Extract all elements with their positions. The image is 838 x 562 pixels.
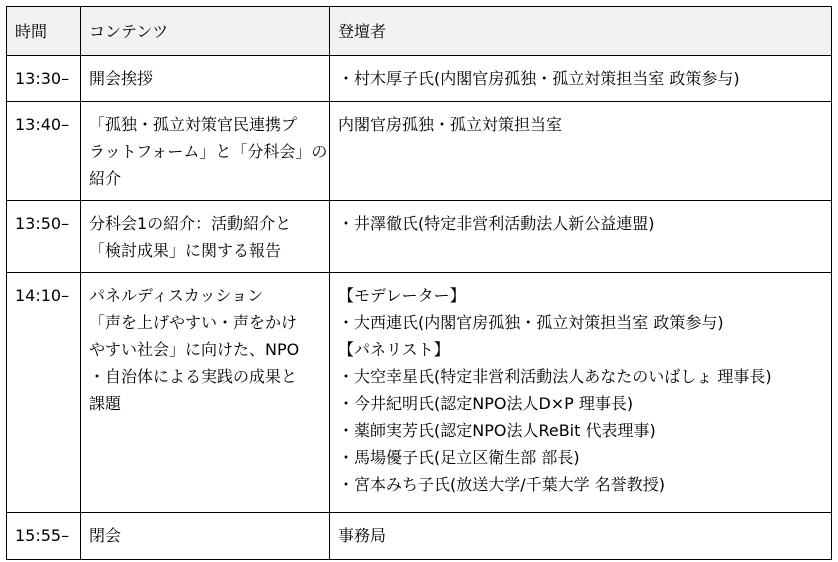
content-line: 「検討成果」に関する報告 xyxy=(89,241,282,260)
content-line: 紹介 xyxy=(89,169,122,188)
speaker-line: ・今井紀明氏(認定NPO法人D×P 理事長) xyxy=(338,394,634,413)
content-cell xyxy=(81,513,330,560)
content-line: ラットフォーム」と「分科会」の xyxy=(89,142,328,161)
speaker-cell xyxy=(330,201,832,273)
speaker-line: ・村木厚子氏(内閣官房孤独・孤立対策担当室 政策参与) xyxy=(338,69,740,88)
header-speaker: 登壇者 xyxy=(330,7,832,56)
panelist-heading: 【パネリスト】 xyxy=(338,340,450,359)
speaker-cell xyxy=(330,513,832,560)
table-row xyxy=(7,513,832,560)
content-line: 分科会1の紹介：活動紹介と xyxy=(89,214,292,233)
content-cell xyxy=(81,102,330,201)
speaker-line: ・馬場優子氏(足立区衛生部 部長) xyxy=(338,448,580,467)
speaker-line: ・薬師実芳氏(認定NPO法人ReBit 代表理事) xyxy=(338,421,656,440)
program-schedule-table xyxy=(6,6,832,560)
content-line: 「孤独・孤立対策官民連携プ xyxy=(89,115,298,134)
content-cell xyxy=(81,56,330,102)
content-cell xyxy=(81,273,330,513)
time-cell: 13:50– xyxy=(7,201,81,273)
content-line: 開会挨拶 xyxy=(89,69,154,88)
time-cell: 14:10– xyxy=(7,273,81,513)
speaker-line: ・宮本みち子氏(放送大学/千葉大学 名誉教授) xyxy=(338,475,665,494)
speaker-cell xyxy=(330,102,832,201)
table-row xyxy=(7,273,832,513)
time-cell: 13:30– xyxy=(7,56,81,102)
table-row xyxy=(7,201,832,273)
speaker-line: ・大空幸星氏(特定非営利活動法人あなたのいばしょ 理事長) xyxy=(338,367,772,386)
header-content: コンテンツ xyxy=(81,7,330,56)
speaker-line: ・井澤徹氏(特定非営利活動法人新公益連盟) xyxy=(338,214,655,233)
content-line: 「声を上げやすい・声をかけ xyxy=(89,313,298,332)
content-cell xyxy=(81,201,330,273)
content-line: パネルディスカッション xyxy=(89,286,264,305)
time-cell: 13:40– xyxy=(7,102,81,201)
content-line: 課題 xyxy=(89,394,122,413)
moderator-heading: 【モデレーター】 xyxy=(338,286,466,305)
speaker-line: 内閣官房孤独・孤立対策担当室 xyxy=(338,115,563,134)
time-cell: 15:55– xyxy=(7,513,81,560)
table-row xyxy=(7,56,832,102)
content-line: 閉会 xyxy=(89,526,122,545)
content-line: やすい社会」に向けた、NPO xyxy=(89,340,300,359)
speaker-cell xyxy=(330,273,832,513)
content-line: ・自治体による実践の成果と xyxy=(89,367,298,386)
speaker-line: 事務局 xyxy=(338,526,387,545)
header-row xyxy=(7,7,832,56)
speaker-line: ・大西連氏(内閣官房孤独・孤立対策担当室 政策参与) xyxy=(338,313,724,332)
speaker-cell xyxy=(330,56,832,102)
table-row xyxy=(7,102,832,201)
header-time: 時間 xyxy=(7,7,81,56)
